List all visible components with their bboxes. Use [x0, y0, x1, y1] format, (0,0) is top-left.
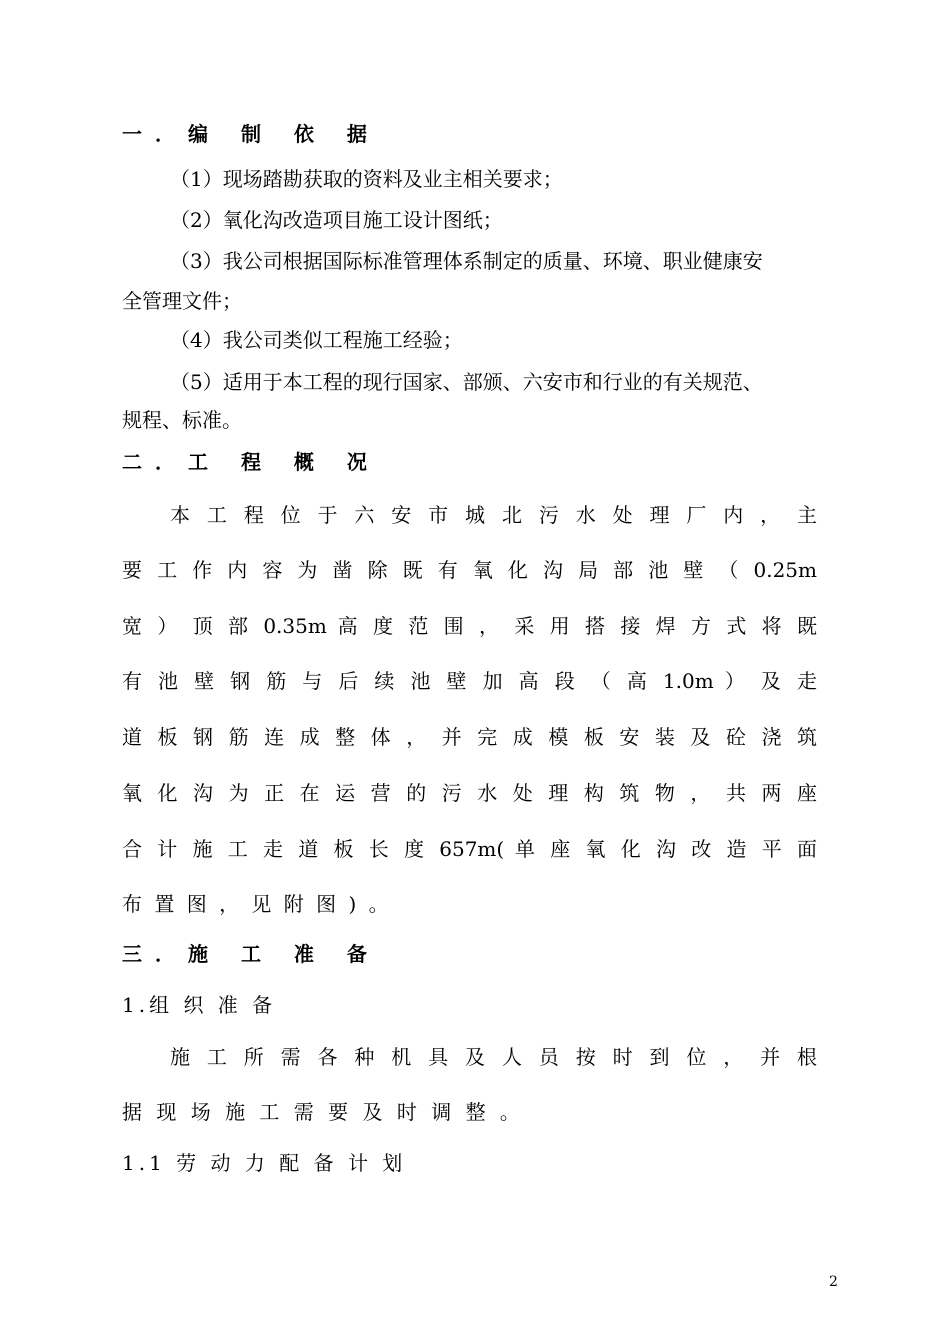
overview-line-3: 宽 ） 顶 部 0.35m 高 度 范 围 ， 采 用 搭 接 焊 方 式 将 既	[122, 614, 817, 638]
overview-line-6: 氧 化 沟 为 正 在 运 营 的 污 水 处 理 构 筑 物 ， 共 两 座	[122, 781, 817, 805]
section3-heading: 三．施 工 准 备	[122, 942, 380, 966]
overview-line-8: 布 置 图 ， 见 附 图 ) 。	[122, 892, 392, 916]
prep-line-1: 施 工 所 需 各 种 机 具 及 人 员 按 时 到 位 ， 并 根	[170, 1045, 817, 1069]
overview-line-2: 要 工 作 内 容 为 凿 除 既 有 氧 化 沟 局 部 池 壁 （ 0.25m	[122, 558, 817, 582]
basis-item-2: （2）氧化沟改造项目施工设计图纸；	[170, 208, 503, 232]
basis-item-3: （3）我公司根据国际标准管理体系制定的质量、环境、职业健康安	[170, 249, 763, 273]
subsection-labor-plan: 1.1 劳 动 力 配 备 计 划	[122, 1151, 407, 1175]
overview-line-4: 有 池 壁 钢 筋 与 后 续 池 壁 加 高 段 （ 高 1.0m ） 及 走	[122, 669, 817, 693]
basis-item-3-cont: 全管理文件；	[122, 289, 242, 313]
basis-item-5: （5）适用于本工程的现行国家、部颁、六安市和行业的有关规范、	[170, 370, 763, 394]
basis-item-5-cont: 规程、标准。	[122, 408, 242, 432]
overview-line-5: 道 板 钢 筋 连 成 整 体 ， 并 完 成 模 板 安 装 及 砼 浇 筑	[122, 725, 817, 749]
page-number: 2	[829, 1274, 838, 1290]
basis-item-4: （4）我公司类似工程施工经验；	[170, 328, 463, 352]
overview-line-7: 合 计 施 工 走 道 板 长 度 657m( 单 座 氧 化 沟 改 造 平 面	[122, 837, 817, 861]
overview-line-1: 本 工 程 位 于 六 安 市 城 北 污 水 处 理 厂 内 ， 主	[170, 503, 817, 527]
section1-heading: 一．编 制 依 据	[122, 122, 380, 146]
section2-heading: 二．工 程 概 况	[122, 450, 380, 474]
basis-item-1: （1）现场踏勘获取的资料及业主相关要求；	[170, 167, 563, 191]
prep-line-2: 据 现 场 施 工 需 要 及 时 调 整 。	[122, 1100, 524, 1124]
subsection-organization: 1.组 织 准 备	[122, 993, 277, 1017]
